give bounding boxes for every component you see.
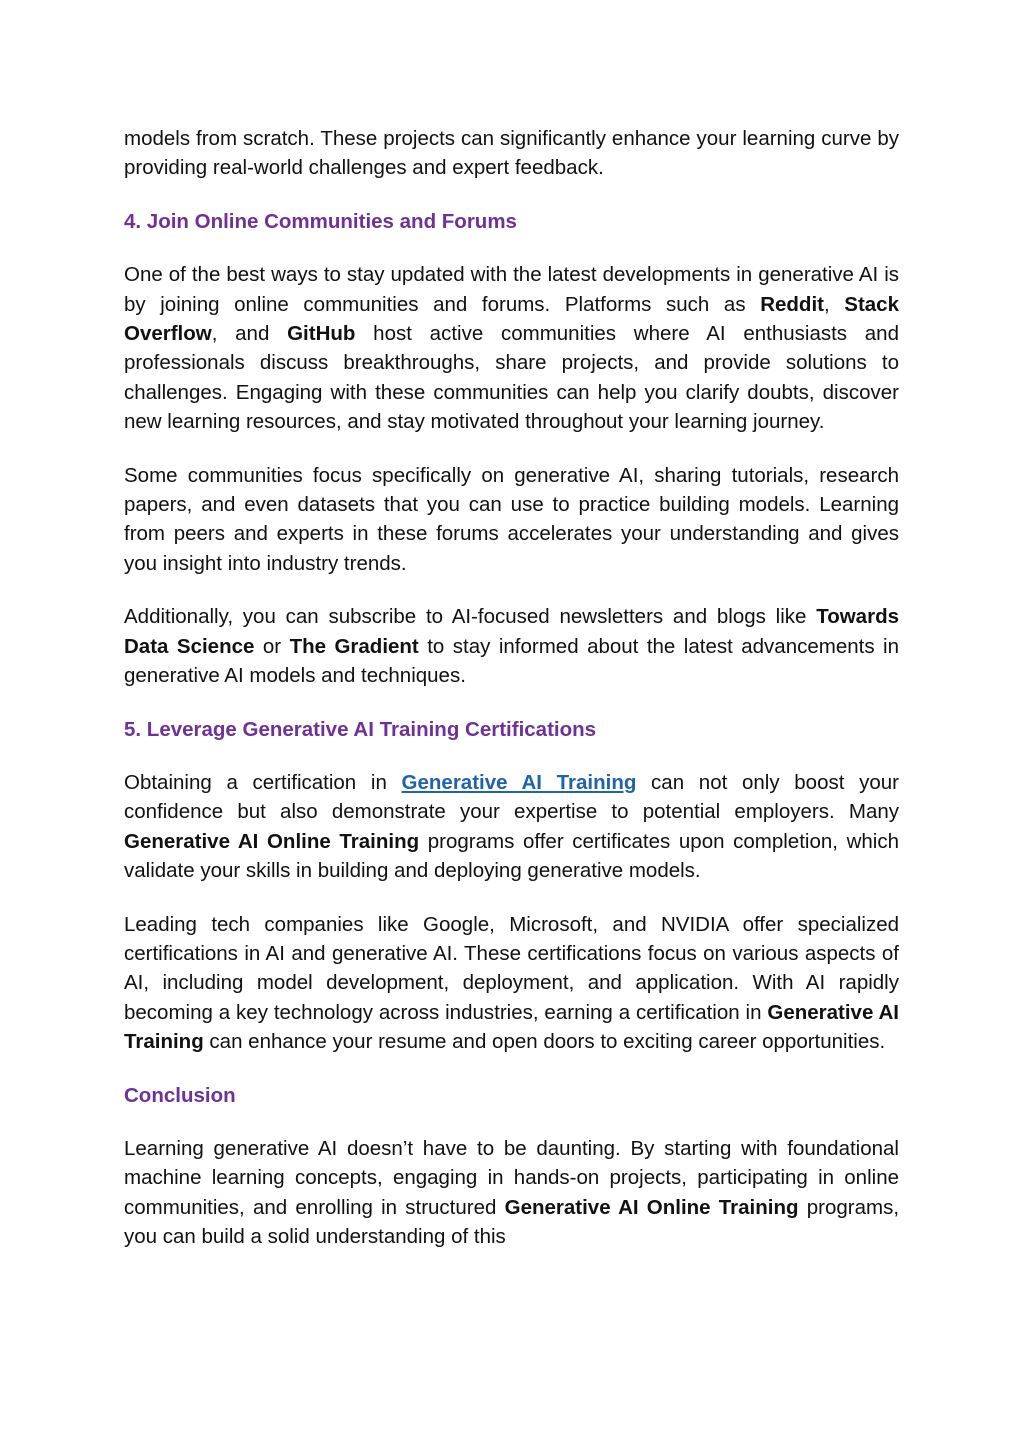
stack-overflow-bold: Stack Overflow: [124, 292, 899, 346]
towards-data-science-bold: Towards Data Science: [124, 605, 899, 658]
intro-paragraph: models from scratch. These projects can significantly enhance your learning curve by providing real-world challenges and expert feedback.: [124, 127, 899, 180]
reddit-bold: Reddit: [760, 292, 824, 316]
section-5-paragraph-1: Obtaining a certification in Generative AI Training can not only boost your confidence but also demonstrate your expertise to potential employers. Many Generative AI Online Training programs offer certificates upon completion, which validate your skills in building and deploying generative models.: [124, 770, 900, 883]
section-5-paragraph-2: Leading tech companies like Google, Microsoft, and NVIDIA offer specialized certifications in AI and generative AI. These certifications focus on various aspects of AI, including model development, deployment, and application. With AI rapidly becoming a key technology across industries, earning a certification in Generative AI Training can enhance your resume and open doors to exciting career opportunities.: [124, 912, 899, 1054]
section-5-heading: 5. Leverage Generative AI Training Certifications: [124, 717, 597, 741]
github-bold: GitHub: [287, 322, 356, 346]
section-4-paragraph-3: Additionally, you can subscribe to AI-focused newsletters and blogs like Towards Data Science or The Gradient to stay informed about the latest advancements in generative AI models and techniques.: [124, 605, 899, 688]
section-4-paragraph-2: Some communities focus specifically on generative AI, sharing tutorials, research papers, and even datasets that you can use to practice building models. Learning from peers and experts in these forums accelerates your understanding and gives you insight into industry trends.: [124, 463, 899, 575]
section-4-heading: 4. Join Online Communities and Forums: [124, 209, 517, 233]
the-gradient-bold: The Gradient: [289, 634, 419, 658]
conclusion-heading: Conclusion: [124, 1083, 236, 1107]
section-4-paragraph-1: One of the best ways to stay updated with the latest developments in generative AI is by joining online communities and forums. Platforms such as Reddit, Stack Overflow, and GitHub host active communities where AI enthusiasts and professionals discuss breakthroughs, share projects, and provide solutions to challenges. Engaging with these communities can help you clarify doubts, discover new learning resources, and stay motivated throughout your learning journey.: [124, 263, 899, 434]
conclusion-paragraph: Learning generative AI doesn’t have to be daunting. By starting with foundational machine learning concepts, engaging in hands-on projects, participating in online communities, and enrolling in structured Generative AI Online Training programs, you can build a solid understanding of this: [124, 1136, 900, 1249]
document-page: [124, 124, 899, 1252]
generative-ai-training-link[interactable]: Generative AI Training: [401, 770, 637, 794]
